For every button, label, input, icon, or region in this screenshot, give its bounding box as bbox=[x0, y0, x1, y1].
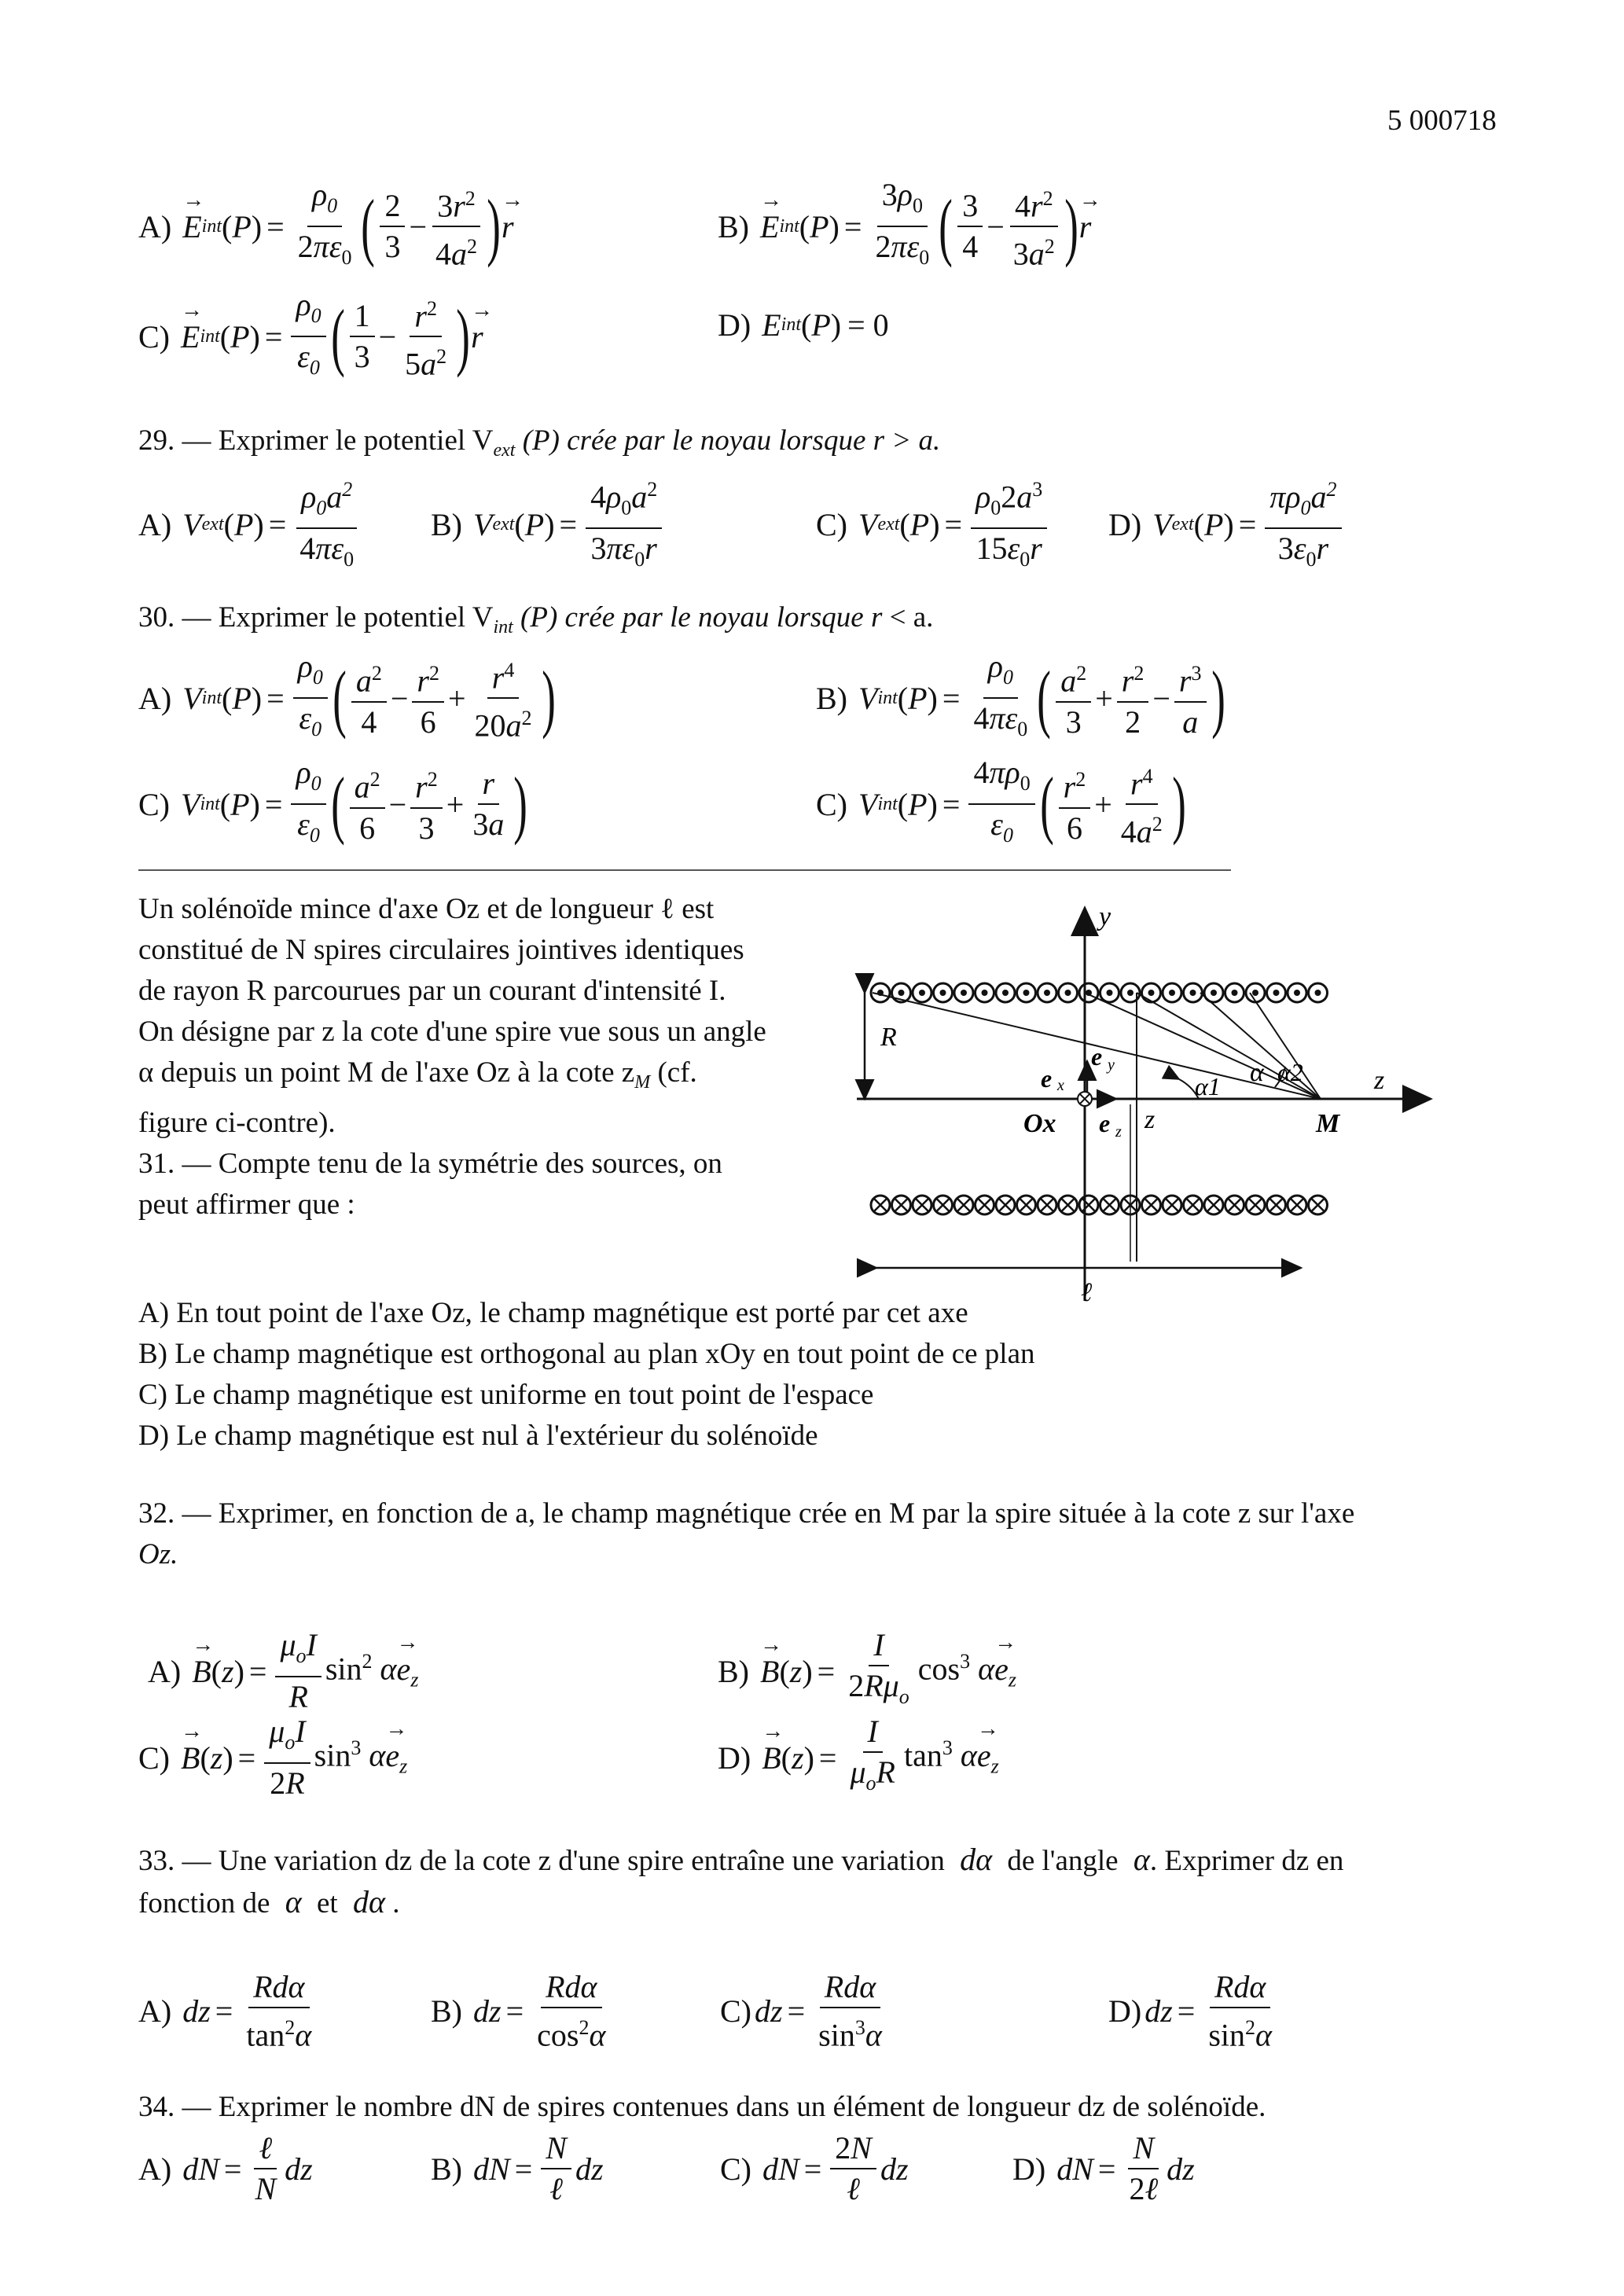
coil-dot-center bbox=[1273, 990, 1280, 996]
q33-option-b: B) dz = Rdα $\cos^2\alpha$ bbox=[431, 1969, 606, 2053]
ey-label: e bbox=[1091, 1042, 1103, 1071]
coil-dot-center bbox=[1023, 990, 1030, 996]
origin-label: Ox bbox=[1023, 1109, 1056, 1138]
solenoid-figure bbox=[849, 892, 1446, 1309]
intro-line-2: constitué de N spires circulaires jointives identiques bbox=[138, 934, 744, 966]
q34-option-b: B) dN = N ℓ dz bbox=[431, 2130, 604, 2206]
q32-option-d: D) → B (z) = I $\mu_oR$ $\tan^3 \alpha\to e_z$ bbox=[718, 1714, 999, 1802]
alpha-label: α bbox=[1250, 1058, 1264, 1087]
coil-dot-center bbox=[1065, 990, 1071, 996]
q34-option-d: D) dN = N 2ℓ dz bbox=[1012, 2130, 1195, 2206]
coil-dot-center bbox=[1107, 990, 1113, 996]
coil-dot-center bbox=[1169, 990, 1175, 996]
ez-label: e bbox=[1099, 1109, 1111, 1137]
coil-dot-center bbox=[1294, 990, 1300, 996]
q30-question: 30. — Exprimer le potentiel $V_{int}$ (P) crée par le noyau lorsque r < a. bbox=[138, 601, 934, 637]
q31-option-a: A) En tout point de l'axe Oz, le champ magnétique est porté par cet axe bbox=[138, 1297, 968, 1329]
q29-option-c: C) V ext ( P ) = $\frac{\rho_02a^3}{15\varepsilon_0r}$ bbox=[816, 472, 1051, 578]
q29-option-d: D) V ext ( P ) = $\frac{\pi\rho_0a^2}{3\varepsilon_0r}$ bbox=[1108, 472, 1346, 578]
q29-option-a: A) V ext ( P ) = $\frac{\rho_0a^2}{4\pi\varepsilon_0}$ bbox=[138, 472, 362, 578]
coil-dot-center bbox=[919, 990, 925, 996]
q33-option-c: C) dz = Rdα $\sin^3\alpha$ bbox=[720, 1969, 882, 2053]
q28-option-d: D) E int ( P ) = 0 bbox=[718, 307, 889, 343]
coil-dot-center bbox=[961, 990, 967, 996]
intro-line-1: Un solénoïde mince d'axe Oz et de longueur ℓ est bbox=[138, 893, 715, 925]
point-m-label: M bbox=[1316, 1109, 1340, 1138]
coil-dot-center bbox=[1211, 990, 1217, 996]
svg-text:z: z bbox=[1115, 1123, 1122, 1141]
solenoid-intro bbox=[138, 889, 814, 1225]
q33-option-a: A) dz = Rdα $\tan^2\alpha$ bbox=[138, 1969, 312, 2053]
coil-dot-center bbox=[1315, 990, 1321, 996]
q32-option-a: A) → B (z) = $\mu_oI$ R $\sin^2 \alpha\to e_z$ bbox=[148, 1627, 418, 1715]
svg-text:y: y bbox=[1108, 1056, 1115, 1074]
q31-line-1: 31. — Compte tenu de la symétrie des sources, on bbox=[138, 1148, 722, 1180]
y-axis-label: y bbox=[1099, 902, 1111, 931]
alpha1-label: α1 bbox=[1195, 1072, 1221, 1100]
coil-dot-center bbox=[1252, 990, 1258, 996]
q31-option-c: C) Le champ magnétique est uniforme en tout point de l'espace bbox=[138, 1379, 874, 1411]
q28-option-c: C) → E int ( P ) = $\frac{\rho_0}{\varepsilon_0}$ ( 1 3 − $\frac{r^2}{5a^2}$ ) → r bbox=[138, 287, 483, 386]
coil-dot-center bbox=[1232, 990, 1238, 996]
q31-line-2: peut affirmer que : bbox=[138, 1188, 355, 1221]
coil-dot-center bbox=[1002, 990, 1009, 996]
ex-label: e bbox=[1041, 1064, 1053, 1093]
coil-dot-center bbox=[1127, 990, 1133, 996]
page-number: 5 000718 bbox=[1387, 105, 1497, 137]
q31-option-b: B) Le champ magnétique est orthogonal au plan xOy en tout point de ce plan bbox=[138, 1338, 1035, 1370]
q34-option-c: C) dN = 2N ℓ dz bbox=[720, 2130, 909, 2206]
intro-line-3: de rayon R parcourues par un courant d'intensité I. bbox=[138, 975, 726, 1007]
intro-line-5: α depuis un point M de l'axe Oz à la cote $z_M$ (cf. bbox=[138, 1056, 697, 1093]
q30-option-a: A) V int ( P ) = $\frac{\rho_0}{\varepsilon_0}$ ( $a^2$ 4 − $\frac{r^2}{6}$ + $\frac{r^4}{20a^2}$ ) bbox=[138, 648, 556, 744]
q28-option-a: A) → E int ( P ) = $\frac{\rho_0}{2\pi\varepsilon_0}$ ( 2 3 − $\frac{3r^2}{4a^2}$ ) → r bbox=[138, 177, 514, 276]
alpha2-label: α2 bbox=[1277, 1058, 1303, 1086]
q31-options bbox=[138, 1293, 1035, 1457]
intro-line-6: figure ci-contre). bbox=[138, 1107, 336, 1139]
q33-option-d: D) dz = Rdα $\sin^2\alpha$ bbox=[1108, 1969, 1273, 2053]
svg-text:x: x bbox=[1057, 1077, 1064, 1094]
z-mark-label: z bbox=[1145, 1105, 1156, 1134]
coil-dot-center bbox=[1148, 990, 1155, 996]
q30-option-c1: C) V int ( P ) = $\frac{\rho_0}{\varepsilon_0}$ ( $a^2$ 6 − $\frac{r^2}{3}$ + $\frac{r}{3a}$ ) bbox=[138, 755, 528, 847]
section-divider bbox=[138, 869, 1231, 871]
coil-dot-center bbox=[898, 990, 905, 996]
radius-label: R bbox=[880, 1023, 897, 1052]
q32-option-c: C) → B (z) = $\mu_oI$ 2R $\sin^3 \alpha\to e_z$ bbox=[138, 1714, 407, 1802]
q33-question: 33. — Une variation dz de la cote z d'une spire entraîne une variation dα de l'angle α. Exprimer dz en fonction de α et dα . bbox=[138, 1842, 1344, 1919]
q30-option-b: B) V int ( P ) = $\frac{\rho_0}{4\pi\varepsilon_0}$ ( $a^2$ 3 + $\frac{r^2}{2}$ − $\frac{r^3}{a}$ ) bbox=[816, 648, 1225, 740]
coil-dot-center bbox=[1190, 990, 1196, 996]
q28-option-b: B) → E int ( P ) = $\frac{3\rho_0}{2\pi\varepsilon_0}$ ( 3 4 − $\frac{4r^2}{3a^2}$ ) → r bbox=[718, 177, 1091, 276]
z-axis-label: z bbox=[1374, 1066, 1385, 1095]
q31-option-d: D) Le champ magnétique est nul à l'extérieur du solénoïde bbox=[138, 1420, 818, 1452]
length-label: ℓ bbox=[1081, 1278, 1093, 1307]
q29-question: 29. — Exprimer le potentiel $V_{ext}$ (P) crée par le noyau lorsque r > a. bbox=[138, 424, 941, 461]
intro-line-4: On désigne par z la cote d'une spire vue sous un angle bbox=[138, 1016, 766, 1048]
coil-dot-center bbox=[1044, 990, 1050, 996]
coil-dot-center bbox=[982, 990, 988, 996]
q34-question: 34. — Exprimer le nombre dN de spires contenues dans un élément de longueur dz de solénoïde. bbox=[138, 2091, 1266, 2123]
q29-option-b: B) V ext ( P ) = $\frac{4\rho_0a^2}{3\pi\varepsilon_0r}$ bbox=[431, 472, 666, 578]
bottom-coil-row bbox=[871, 1196, 1328, 1214]
q30-option-c2: C) V int ( P ) = $\frac{4\pi\rho_0}{\varepsilon_0}$ ( $r^2$ 6 + $\frac{r^4}{4a^2}$ ) bbox=[816, 755, 1186, 850]
coil-dot-center bbox=[940, 990, 946, 996]
q32-option-b: B) → B (z) = I $2R\mu_o$ $\cos^3 \alpha\to e_z$ bbox=[718, 1627, 1016, 1715]
q34-option-a: A) dN = ℓ N dz bbox=[138, 2130, 313, 2206]
q32-question: 32. — Exprimer, en fonction de a, le champ magnétique crée en M par la spire située à la cote z sur l'axe Oz. bbox=[138, 1497, 1355, 1570]
